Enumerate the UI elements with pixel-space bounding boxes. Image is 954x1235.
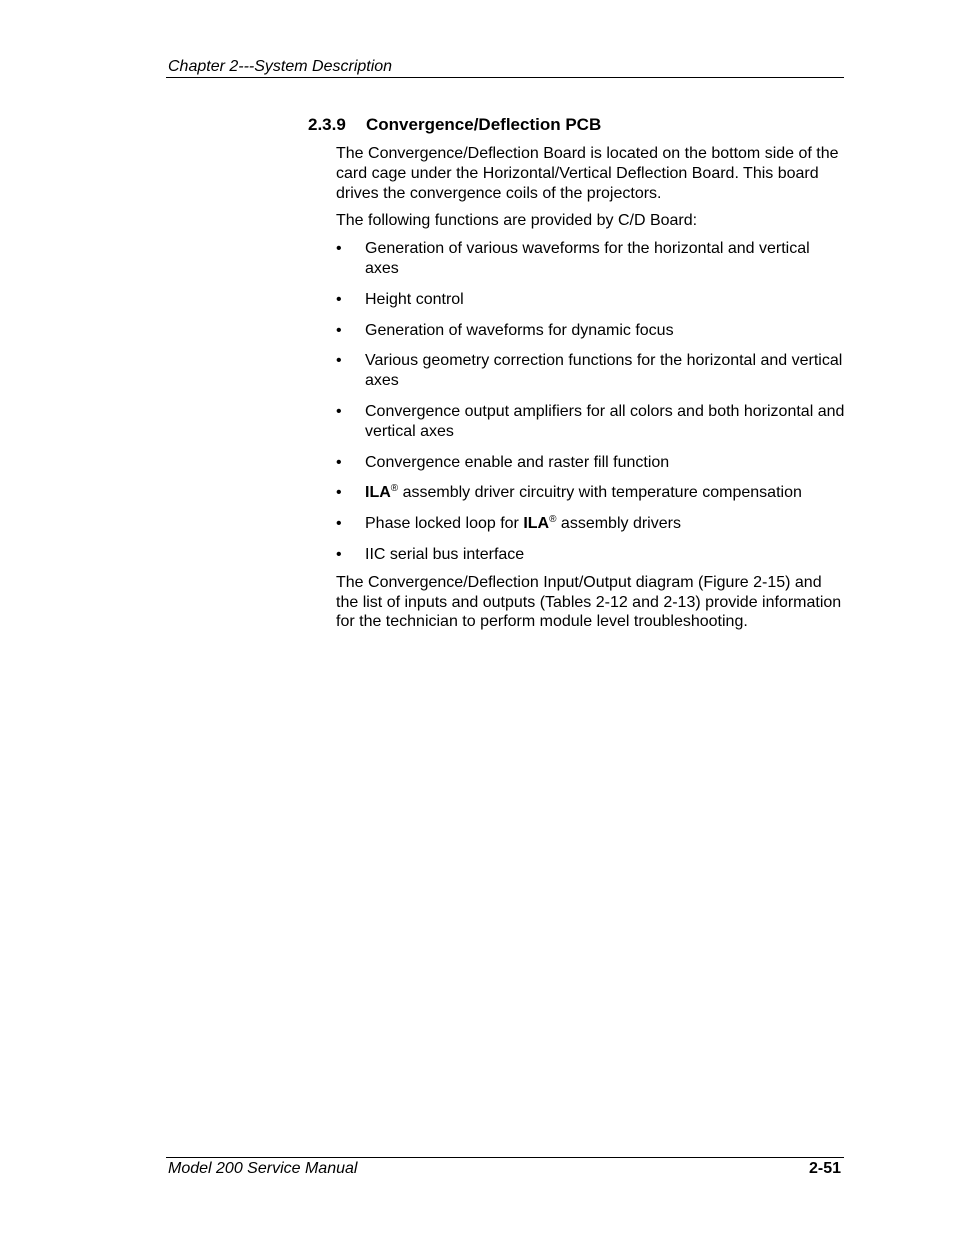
section-title: Convergence/Deflection PCB [366,115,602,134]
list-item-text: assembly drivers [556,515,681,533]
list-item-text: Convergence output amplifiers for all colors and both horizontal and vertical axes [365,402,845,440]
bullet-icon: • [336,515,342,533]
list-item-ila-driver [336,483,846,503]
footer-rule [166,1157,844,1158]
registered-mark: ® [390,483,399,495]
ila-term: ILA [365,484,391,502]
list-item-text: Height control [365,290,464,308]
list-item-text: Various geometry correction functions for the horizontal and vertical axes [365,352,843,390]
list-item-text: Generation of various waveforms for the horizontal and vertical axes [365,240,810,277]
list-item [336,402,846,442]
list-item-text: Phase locked loop for [365,515,524,533]
lead-in-paragraph: The following functions are provided by C/D Board: [336,212,698,230]
closing-paragraph: The Convergence/Deflection Input/Output diagram (Figure 2-15) and the list of inputs and outputs (Tables 2-12 and 2-13) provide information for the technician to perform module level troubleshooting. [336,573,842,631]
list-item [336,545,846,565]
bullet-icon: • [336,352,342,370]
intro-paragraph: The Convergence/Deflection Board is located on the bottom side of the card cage under the Horizontal/Vertical Deflection Board. This board drives the convergence coils of the projectors. [336,145,839,202]
list-item [336,351,846,391]
list-item [336,453,846,473]
bullet-icon: • [336,321,342,339]
bullet-icon: • [336,240,342,258]
bullet-icon: • [336,453,342,471]
list-item [336,290,846,310]
section-heading [308,114,601,136]
list-item [336,321,846,341]
footer-manual-title: Model 200 Service Manual [168,1160,358,1177]
bullet-icon: • [336,402,342,420]
list-item-text: Convergence enable and raster fill function [365,453,670,471]
footer-page-number: 2-51 [808,1160,841,1177]
list-item [336,239,846,279]
section-number: 2.3.9 [308,115,346,134]
section-body [336,144,846,640]
header-rule [166,77,844,78]
function-list [336,239,846,565]
list-item-text: Generation of waveforms for dynamic focus [365,321,674,339]
bullet-icon: • [336,290,342,308]
list-item-text: IIC serial bus interface [365,545,525,563]
list-item-pll [336,514,846,534]
registered-mark: ® [549,514,557,526]
bullet-icon: • [336,545,342,563]
bullet-icon: • [336,484,342,502]
running-header: Chapter 2---System Description [168,58,393,75]
list-item-text: assembly driver circuitry with temperature compensation [398,484,802,502]
ila-term: ILA [523,515,550,533]
